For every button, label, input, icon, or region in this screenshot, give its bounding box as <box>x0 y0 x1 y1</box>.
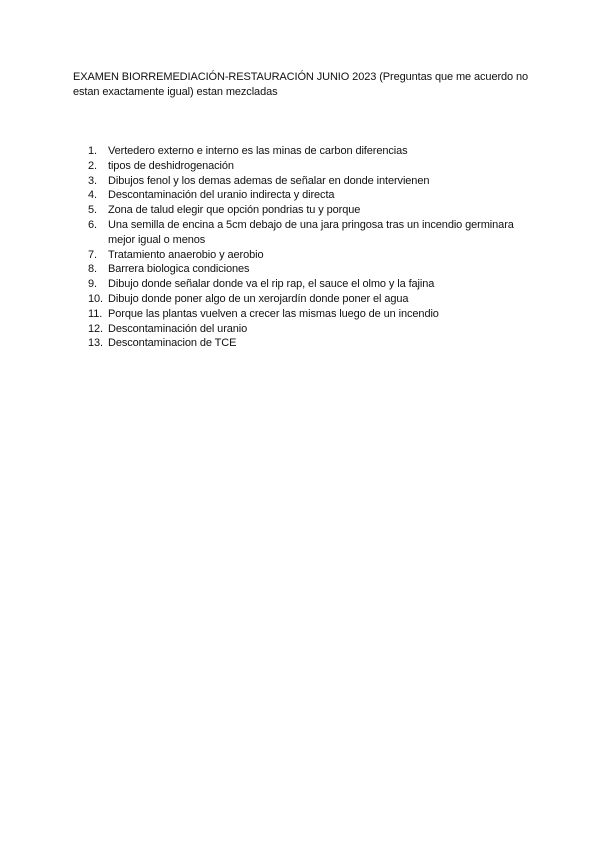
item-text: Dibujo donde señalar donde va el rip rap, el sauce el olmo y la fajina <box>108 278 435 291</box>
list-item <box>88 322 538 337</box>
list-item <box>88 159 538 174</box>
item-text: Porque las plantas vuelven a crecer las mismas luego de un incendio <box>108 307 439 320</box>
item-number: 3. <box>88 174 97 187</box>
item-number: 6. <box>88 218 97 231</box>
item-number: 5. <box>88 204 97 217</box>
item-text: Dibujo donde poner algo de un xerojardín donde poner el agua <box>108 292 409 305</box>
item-text: Descontaminacion de TCE <box>108 337 237 350</box>
list-item <box>88 174 538 189</box>
item-number: 13. <box>88 337 103 350</box>
item-number: 2. <box>88 159 97 172</box>
item-text: Tratamiento anaerobio y aerobio <box>108 248 264 261</box>
item-text: Barrera biologica condiciones <box>108 263 250 276</box>
item-text: Una semilla de encina a 5cm debajo de una jara pringosa tras un incendio germinara mejor igual o menos <box>108 218 514 246</box>
item-number: 8. <box>88 263 97 276</box>
list-item <box>88 292 538 307</box>
item-number: 11. <box>88 307 103 320</box>
list-item <box>88 336 538 351</box>
list-item <box>88 277 538 292</box>
item-text: tipos de deshidrogenación <box>108 159 234 172</box>
list-item <box>88 218 538 248</box>
item-number: 9. <box>88 278 97 291</box>
list-item <box>88 307 538 322</box>
item-number: 7. <box>88 248 97 261</box>
item-text: Descontaminación del uranio <box>108 322 248 335</box>
item-number: 12. <box>88 322 103 335</box>
document-title: EXAMEN BIORREMEDIACIÓN-RESTAURACIÓN JUNIO 2023 (Preguntas que me acuerdo no estan exactamente igual) estan mezcladas <box>73 71 529 98</box>
item-text: Descontaminación del uranio indirecta y directa <box>108 189 335 202</box>
list-item <box>88 188 538 203</box>
item-text: Zona de talud elegir que opción pondrias tu y porque <box>108 204 361 217</box>
list-item <box>88 144 538 159</box>
item-text: Dibujos fenol y los demas ademas de señalar en donde intervienen <box>108 174 430 187</box>
item-number: 10. <box>88 292 103 305</box>
list-item <box>88 248 538 263</box>
question-list <box>88 144 538 351</box>
list-item <box>88 262 538 277</box>
item-number: 4. <box>88 189 97 202</box>
item-text: Vertedero externo e interno es las minas de carbon diferencias <box>108 145 408 157</box>
item-number: 1. <box>88 145 97 157</box>
list-item <box>88 203 538 218</box>
